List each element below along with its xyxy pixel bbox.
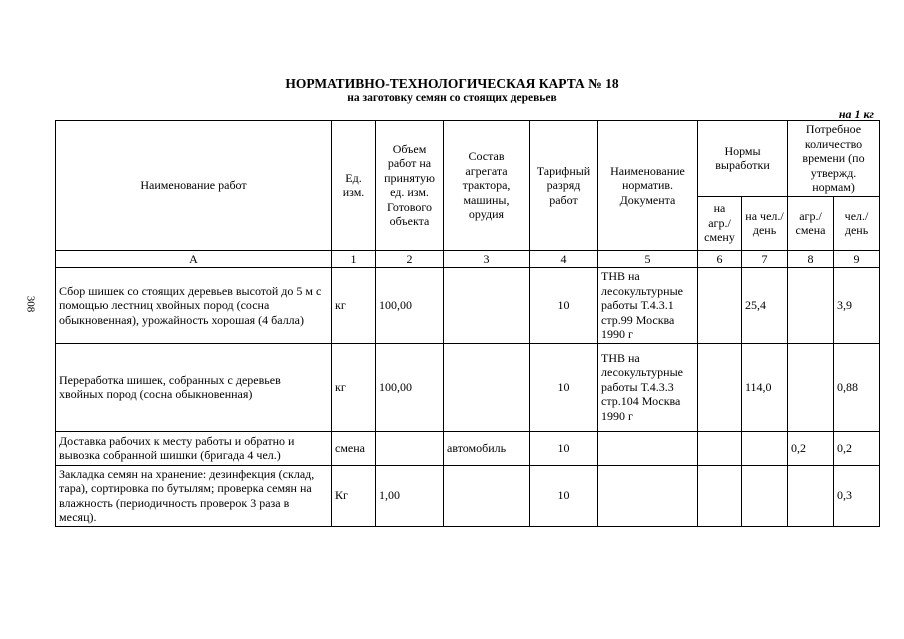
document-cell bbox=[598, 465, 698, 526]
header-name: Наименование работ bbox=[56, 121, 332, 251]
header-rate: Тарифный разряд работ bbox=[530, 121, 598, 251]
document-cell: ТНВ на лесокультурные работы Т.4.3.1 стр.99 Москва 1990 г bbox=[598, 268, 698, 344]
composition-cell bbox=[444, 343, 530, 431]
norm-agr-cell bbox=[698, 431, 742, 465]
index-cell: 7 bbox=[742, 250, 788, 268]
header-unit: Ед. изм. bbox=[332, 121, 376, 251]
norm-agr-cell bbox=[698, 268, 742, 344]
header-volume: Объем работ на принятую ед. изм. Готового объекта bbox=[376, 121, 444, 251]
work-name-cell: Сбор шишек со стоящих деревьев высотой до 5 м с помощью лестниц хвойных пород (сосна обыкновенная), урожайность хорошая (4 балла) bbox=[56, 268, 332, 344]
index-cell: 4 bbox=[530, 250, 598, 268]
time-agr-cell bbox=[788, 268, 834, 344]
time-person-cell: 0,88 bbox=[834, 343, 880, 431]
rate-cell: 10 bbox=[530, 343, 598, 431]
rate-cell: 10 bbox=[530, 268, 598, 344]
volume-cell: 100,00 bbox=[376, 343, 444, 431]
header-document: Наименование норматив. Документа bbox=[598, 121, 698, 251]
header-time-person: чел./ день bbox=[834, 196, 880, 250]
unit-note: на 1 кг bbox=[838, 107, 874, 121]
table-row bbox=[56, 431, 880, 465]
index-cell: А bbox=[56, 250, 332, 268]
document-title: НОРМАТИВНО-ТЕХНОЛОГИЧЕСКАЯ КАРТА № 18 bbox=[285, 76, 619, 91]
index-row bbox=[56, 250, 880, 268]
index-cell: 2 bbox=[376, 250, 444, 268]
unit-cell: смена bbox=[332, 431, 376, 465]
work-name-cell: Доставка рабочих к месту работы и обратно и вывозка собранной шишки (бригада 4 чел.) bbox=[56, 431, 332, 465]
time-agr-cell bbox=[788, 465, 834, 526]
document-cell bbox=[598, 431, 698, 465]
index-cell: 3 bbox=[444, 250, 530, 268]
index-cell: 8 bbox=[788, 250, 834, 268]
header-time: Потребное количество времени (по утвержд. нормам) bbox=[788, 121, 880, 197]
time-agr-cell: 0,2 bbox=[788, 431, 834, 465]
index-cell: 6 bbox=[698, 250, 742, 268]
volume-cell bbox=[376, 431, 444, 465]
unit-cell: кг bbox=[332, 268, 376, 344]
rate-cell: 10 bbox=[530, 431, 598, 465]
time-person-cell: 0,2 bbox=[834, 431, 880, 465]
document-subtitle: на заготовку семян со стоящих деревьев bbox=[347, 92, 557, 104]
norm-agr-cell bbox=[698, 343, 742, 431]
header-row bbox=[56, 121, 880, 197]
work-name-cell: Переработка шишек, собранных с деревьев хвойных пород (сосна обыкновенная) bbox=[56, 343, 332, 431]
header-composition: Состав агрегата трактора, машины, орудия bbox=[444, 121, 530, 251]
volume-cell: 1,00 bbox=[376, 465, 444, 526]
page-number: 308 bbox=[24, 295, 37, 313]
index-cell: 5 bbox=[598, 250, 698, 268]
volume-cell: 100,00 bbox=[376, 268, 444, 344]
rate-cell: 10 bbox=[530, 465, 598, 526]
unit-cell: кг bbox=[332, 343, 376, 431]
norm-person-cell bbox=[742, 465, 788, 526]
norm-person-cell bbox=[742, 431, 788, 465]
composition-cell: автомобиль bbox=[444, 431, 530, 465]
composition-cell bbox=[444, 465, 530, 526]
header-norm-person: на чел./ день bbox=[742, 196, 788, 250]
table-row bbox=[56, 465, 880, 526]
norm-person-cell: 114,0 bbox=[742, 343, 788, 431]
index-cell: 1 bbox=[332, 250, 376, 268]
table-row bbox=[56, 343, 880, 431]
header-time-agr: агр./ смена bbox=[788, 196, 834, 250]
work-name-cell: Закладка семян на хранение: дезинфекция (склад, тара), сортировка по бутылям; проверка семян на влажность (периодичность проверок 3 раза в месяц). bbox=[56, 465, 332, 526]
index-cell: 9 bbox=[834, 250, 880, 268]
time-person-cell: 0,3 bbox=[834, 465, 880, 526]
norms-table bbox=[55, 120, 880, 527]
header-norm-agr: на агр./ смену bbox=[698, 196, 742, 250]
norm-person-cell: 25,4 bbox=[742, 268, 788, 344]
composition-cell bbox=[444, 268, 530, 344]
unit-cell: Кг bbox=[332, 465, 376, 526]
norm-agr-cell bbox=[698, 465, 742, 526]
document-cell: ТНВ на лесокультурные работы Т.4.3.3 стр.104 Москва 1990 г bbox=[598, 343, 698, 431]
time-agr-cell bbox=[788, 343, 834, 431]
time-person-cell: 3,9 bbox=[834, 268, 880, 344]
header-norms: Нормы выработки bbox=[698, 121, 788, 197]
table-row bbox=[56, 268, 880, 344]
